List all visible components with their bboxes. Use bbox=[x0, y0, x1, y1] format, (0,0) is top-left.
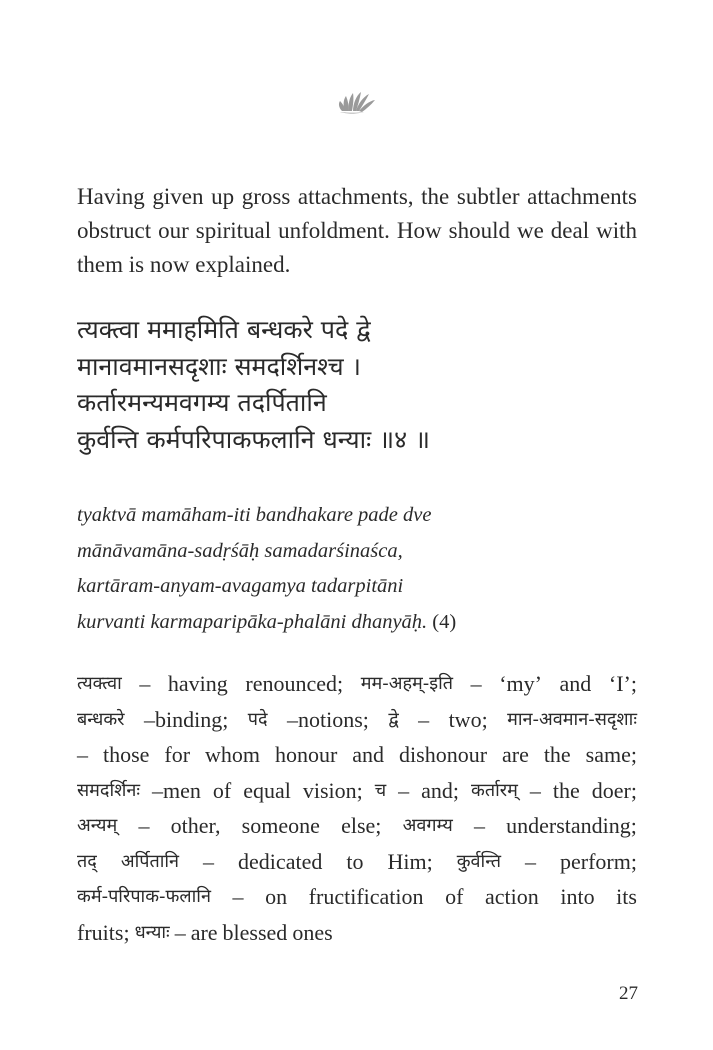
glossary-word: dishonour bbox=[399, 742, 488, 767]
glossary-word: perform; bbox=[560, 848, 637, 874]
glossary-line bbox=[77, 666, 637, 702]
glossary-word: honour bbox=[274, 742, 338, 767]
glossary-word: of bbox=[445, 884, 464, 909]
transliteration-line: tyaktvā mamāham-iti bandhakare pade dve bbox=[77, 504, 432, 526]
glossary-word: doer; bbox=[591, 777, 637, 803]
glossary-word: those bbox=[102, 742, 150, 767]
glossary-word: dedicated bbox=[238, 848, 323, 874]
glossary-word: two; bbox=[448, 706, 488, 732]
glossary-line bbox=[77, 808, 637, 844]
lotus-fan-icon bbox=[336, 84, 378, 116]
glossary-word: तद् bbox=[77, 850, 97, 872]
word-glossary bbox=[77, 666, 637, 950]
glossary-word: अवगम्य bbox=[402, 815, 453, 836]
glossary-word: बन्धकरे bbox=[77, 708, 125, 730]
glossary-word: – bbox=[232, 884, 244, 909]
verse-line: मानावमानसदृशाः समदर्शिनश्च । bbox=[77, 351, 362, 381]
glossary-word: – bbox=[138, 813, 150, 838]
glossary-word: having bbox=[167, 671, 228, 696]
verse-line: कर्तारमन्यमवगम्य तदर्पितानि bbox=[77, 388, 327, 417]
glossary-line bbox=[77, 879, 637, 915]
glossary-word: the bbox=[552, 777, 580, 803]
glossary-word: –men bbox=[152, 777, 201, 803]
glossary-word: understanding; bbox=[506, 813, 637, 838]
glossary-word: – bbox=[525, 848, 537, 874]
glossary-word: on bbox=[265, 884, 288, 909]
glossary-word: कर्तारम् bbox=[471, 779, 518, 801]
glossary-word: its bbox=[616, 884, 637, 909]
glossary-word: मम-अहम्-इति bbox=[360, 673, 454, 694]
glossary-word: for bbox=[164, 742, 191, 767]
transliteration-line: kartāram-anyam-avagamya tadarpitāni bbox=[77, 575, 404, 597]
glossary-word: Him; bbox=[387, 848, 433, 874]
glossary-word: ‘I’; bbox=[608, 671, 637, 696]
glossary-word: – bbox=[470, 671, 482, 696]
glossary-word: the bbox=[543, 742, 571, 767]
glossary-word: equal bbox=[243, 777, 291, 803]
glossary-word: are bbox=[190, 919, 218, 945]
glossary-word: – bbox=[418, 706, 430, 732]
glossary-word: कर्म-परिपाक-फलानि bbox=[77, 886, 211, 907]
glossary-word: अन्यम् bbox=[77, 815, 118, 836]
glossary-word: into bbox=[560, 884, 595, 909]
glossary-word: renounced; bbox=[245, 671, 344, 696]
glossary-word: त्यक्त्वा bbox=[77, 673, 122, 694]
glossary-word: other, bbox=[170, 813, 221, 838]
glossary-line bbox=[77, 773, 637, 809]
glossary-word: – bbox=[174, 919, 186, 945]
glossary-word: fructification bbox=[308, 884, 424, 909]
glossary-word: blessed bbox=[222, 919, 288, 945]
glossary-word: ‘my’ bbox=[499, 671, 542, 696]
glossary-word: and; bbox=[421, 777, 460, 803]
glossary-word: मान-अवमान-सदृशाः bbox=[507, 708, 637, 730]
glossary-word: of bbox=[212, 777, 232, 803]
transliteration-line-text: kurvanti karmaparipāka-phalāni dhanyāḥ. bbox=[77, 610, 428, 633]
transliteration-line bbox=[77, 605, 637, 641]
glossary-word: च bbox=[374, 779, 387, 801]
glossary-line bbox=[77, 915, 637, 951]
glossary-line bbox=[77, 737, 637, 773]
verse-line: कुर्वन्ति कर्मपरिपाकफलानि धन्याः ॥४ ॥ bbox=[77, 424, 431, 454]
glossary-word: – bbox=[529, 777, 541, 803]
glossary-word: ones bbox=[292, 919, 333, 945]
glossary-word: else; bbox=[341, 813, 382, 838]
glossary-word: – bbox=[139, 671, 151, 696]
sanskrit-verse bbox=[77, 312, 637, 458]
glossary-word: –notions; bbox=[286, 706, 369, 732]
glossary-word: कुर्वन्ति bbox=[456, 850, 502, 872]
glossary-word: पदे bbox=[247, 708, 268, 730]
transliteration bbox=[77, 498, 637, 640]
glossary-word: and bbox=[352, 742, 385, 767]
glossary-word: vision; bbox=[302, 777, 363, 803]
verse-line: त्यक्त्वा ममाहमिति बन्धकरे पदे द्वे bbox=[77, 315, 371, 344]
glossary-word: someone bbox=[241, 813, 320, 838]
glossary-word: – bbox=[398, 777, 410, 803]
glossary-word: समदर्शिनः bbox=[77, 779, 141, 801]
glossary-word: धन्याः bbox=[134, 921, 170, 943]
glossary-word: same; bbox=[585, 742, 637, 767]
glossary-word: are bbox=[501, 742, 529, 767]
page-number: 27 bbox=[619, 983, 638, 1004]
glossary-word: – bbox=[77, 742, 88, 767]
glossary-word: अर्पितानि bbox=[120, 850, 180, 872]
glossary-word: द्वे bbox=[388, 708, 399, 730]
glossary-word: and bbox=[559, 671, 592, 696]
glossary-word: – bbox=[473, 813, 485, 838]
transliteration-line: mānāvamāna-sadṛśāḥ samadarśinaśca, bbox=[77, 539, 403, 562]
glossary-word: action bbox=[485, 884, 539, 909]
intro-paragraph: Having given up gross attachments, the subtler attachments obstruct our spiritual unfoldment. How should we deal with them is now explained. bbox=[77, 184, 637, 277]
glossary-line bbox=[77, 702, 637, 738]
glossary-word: to bbox=[346, 848, 364, 874]
glossary-word: whom bbox=[205, 742, 261, 767]
verse-number: (4) bbox=[432, 610, 457, 633]
glossary-word: fruits; bbox=[77, 919, 130, 945]
glossary-word: –binding; bbox=[143, 706, 229, 732]
glossary-word: – bbox=[203, 848, 215, 874]
glossary-line bbox=[77, 844, 637, 880]
